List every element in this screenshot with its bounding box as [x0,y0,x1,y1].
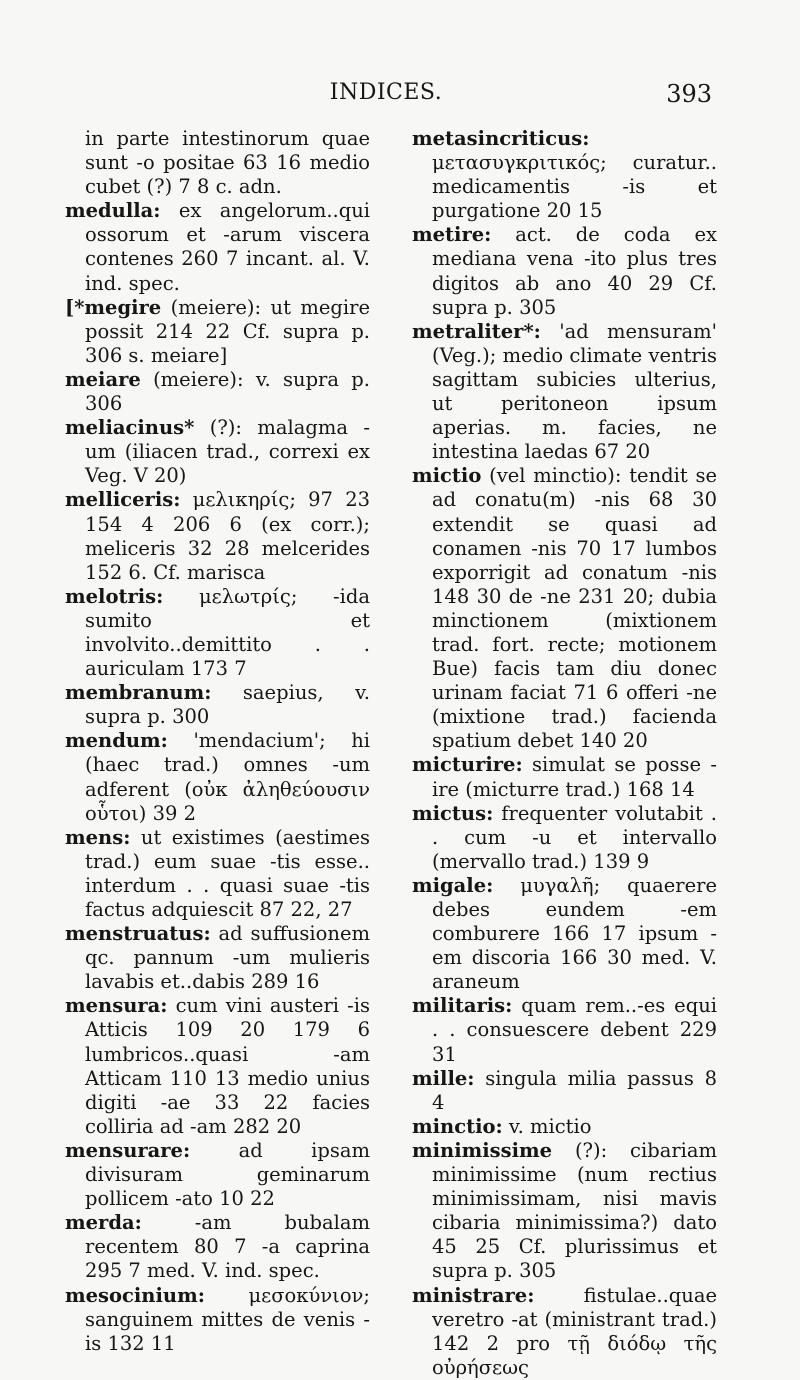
index-entry [65,199,370,295]
entry-text: quam rem..-es equi . . consuescere debent 229 31 [432,994,718,1066]
right-column [412,127,717,1380]
entry-lemma: militaris: [412,994,513,1018]
entry-lemma: medulla: [65,199,161,223]
page-number: 393 [666,80,712,108]
entry-lemma: mille: [412,1066,475,1090]
entry-text: (?): cibariam minimissime (num rectius minimissimam, nisi mavis cibaria minimissima?) dato 45 25 Cf. plurissimus et supra p. 305 [432,1138,717,1283]
index-entry [412,127,717,223]
entry-text: μετασυγκριτικός; curatur.. medicamentis -is et purgatione 20 15 [432,151,717,223]
index-entry [412,802,717,874]
index-entry [65,296,370,368]
index-entry [412,464,717,753]
index-entry [65,585,370,681]
entry-text: 'mendacium'; hi (haec trad.) omnes -um adferent (οὐκ ἀληθεύουσιν οὗτοι) 39 2 [85,729,370,825]
entry-text: in parte intestinorum quae sunt -o positae 63 16 medio cubet (?) 7 8 c. adn. [85,127,370,199]
index-entry [65,368,370,416]
entry-lemma: minctio: [412,1114,503,1138]
entry-text: ad suffusionem qc. pannum -um mulieris lavabis et..dabis 289 16 [85,922,370,994]
index-entry [412,1115,717,1139]
index-entry [65,826,370,922]
index-entry [65,922,370,994]
entry-text: act. de coda ex mediana vena -ito plus tres digitos ab ano 40 29 Cf. supra p. 305 [432,223,717,319]
index-entry [65,1284,370,1356]
entry-text: (?): malagma -um (iliacen trad., correxi ex Veg. V 20) [85,416,371,488]
entry-text: (meiere): ut megire possit 214 22 Cf. supra p. 306 s. meiare] [85,295,370,367]
index-entry [412,1284,717,1380]
entry-lemma: mens: [65,825,131,849]
entry-lemma: meliacinus* [65,416,195,440]
entry-text: cum vini austeri -is Atticis 109 20 179 6 lumbricos..quasi -am Atticam 110 13 medio unius digiti -ae 33 22 facies colliria ad -am 282 20 [85,994,370,1138]
entry-text: simulat se posse -ire (micturre trad.) 168 14 [432,753,717,801]
running-head: INDICES. [329,80,443,105]
entry-lemma: ministrare: [412,1283,535,1307]
index-entry [65,681,370,729]
index-entry [412,1067,717,1115]
entry-lemma: minimissime [412,1138,553,1162]
entry-lemma: micturire: [412,753,523,777]
entry-lemma: melliceris: [65,488,181,512]
entry-text: frequenter volutabit . . cum -u et intervallo (mervallo trad.) 139 9 [432,801,717,873]
entry-text: (meiere): v. supra p. 306 [85,367,370,416]
entry-text: (vel minctio): tendit se ad conatu(m) -nis 68 30 extendit se quasi ad conamen -nis 70 17 lumbos exporrigit ad conatum -nis 148 30 de -ne 231 20; dubia minctionem (mixtionem trad. fort. recte; motionem Bue) facis tam diu donec urinam faciat 71 6 offeri -ne (mixtione trad.) facienda spatium debet 140 20 [432,464,718,753]
entry-text: ut existimes (aestimes trad.) eum suae -tis esse.. interdum . . quasi suae -tis factus adquiescit 87 22, 27 [85,825,371,921]
entry-text: 'ad mensuram' (Veg.); medio climate ventris sagittam subicies ulterius, ut peritoneon ipsum aperias. m. facies, ne intestina laedas 67 20 [432,319,717,464]
index-entry [412,223,717,319]
entry-lemma: membranum: [65,681,212,705]
page-header [60,80,712,110]
entry-lemma: mensurare: [65,1138,191,1162]
entry-lemma: metasincriticus: [412,127,590,150]
entry-lemma: mesocinium: [65,1283,205,1307]
entry-text: fistulae..quae veretro -at (ministrant trad.) 142 2 pro τῇ διόδῳ τῆς οὐρήσεως [432,1283,717,1379]
entry-text: -am bubalam recentem 80 7 -a caprina 295 7 med. V. ind. spec. [85,1211,370,1283]
entry-lemma: meiare [65,367,141,391]
index-entry [412,994,717,1066]
entry-lemma: menstruatus: [65,922,211,946]
left-column [65,127,370,1356]
entry-lemma: merda: [65,1211,142,1235]
entry-text: v. mictio [508,1114,592,1138]
index-entry [65,127,370,199]
entry-lemma: metire: [412,223,492,247]
index-entry [412,320,717,465]
index-entry [65,1139,370,1211]
entry-lemma: migale: [412,873,494,897]
index-entry [65,416,370,488]
index-entry [65,729,370,825]
entry-text: saepius, v. supra p. 300 [85,681,370,729]
index-entry [65,1211,370,1283]
entry-text: μελικηρίς; 97 23 154 4 206 6 (ex corr.); meliceris 32 28 melcerides 152 6. Cf. marisca [85,488,371,584]
index-entry [65,994,370,1139]
entry-text: μεσοκύνιον; sanguinem mittes de venis -is 132 11 [85,1283,370,1355]
entry-lemma: metraliter*: [412,319,541,343]
entry-text: ex angelorum..qui ossorum et -arum viscera contenes 260 7 incant. al. V. ind. spec. [85,199,370,295]
entry-text: μυγαλῆ; quaerere debes eundem -em comburere 166 17 ipsum -em discoria 166 30 med. V. araneum [432,873,717,994]
index-entry [412,753,717,801]
entry-lemma: melotris: [65,584,164,608]
entry-lemma: [*megire [65,295,162,319]
entry-text: ad ipsam divisuram geminarum pollicem -ato 10 22 [85,1138,370,1211]
entry-text: μελωτρίς; -ida sumito et involvito..demittito . . auriculam 173 7 [85,584,370,681]
entry-lemma: mendum: [65,729,168,753]
index-entry [412,874,717,994]
entry-lemma: mictio [412,464,482,488]
entry-text: singula milia passus 8 4 [432,1066,717,1114]
entry-lemma: mictus: [412,801,494,825]
index-entry [65,488,370,584]
index-entry [412,1139,717,1284]
entry-lemma: mensura: [65,994,168,1018]
